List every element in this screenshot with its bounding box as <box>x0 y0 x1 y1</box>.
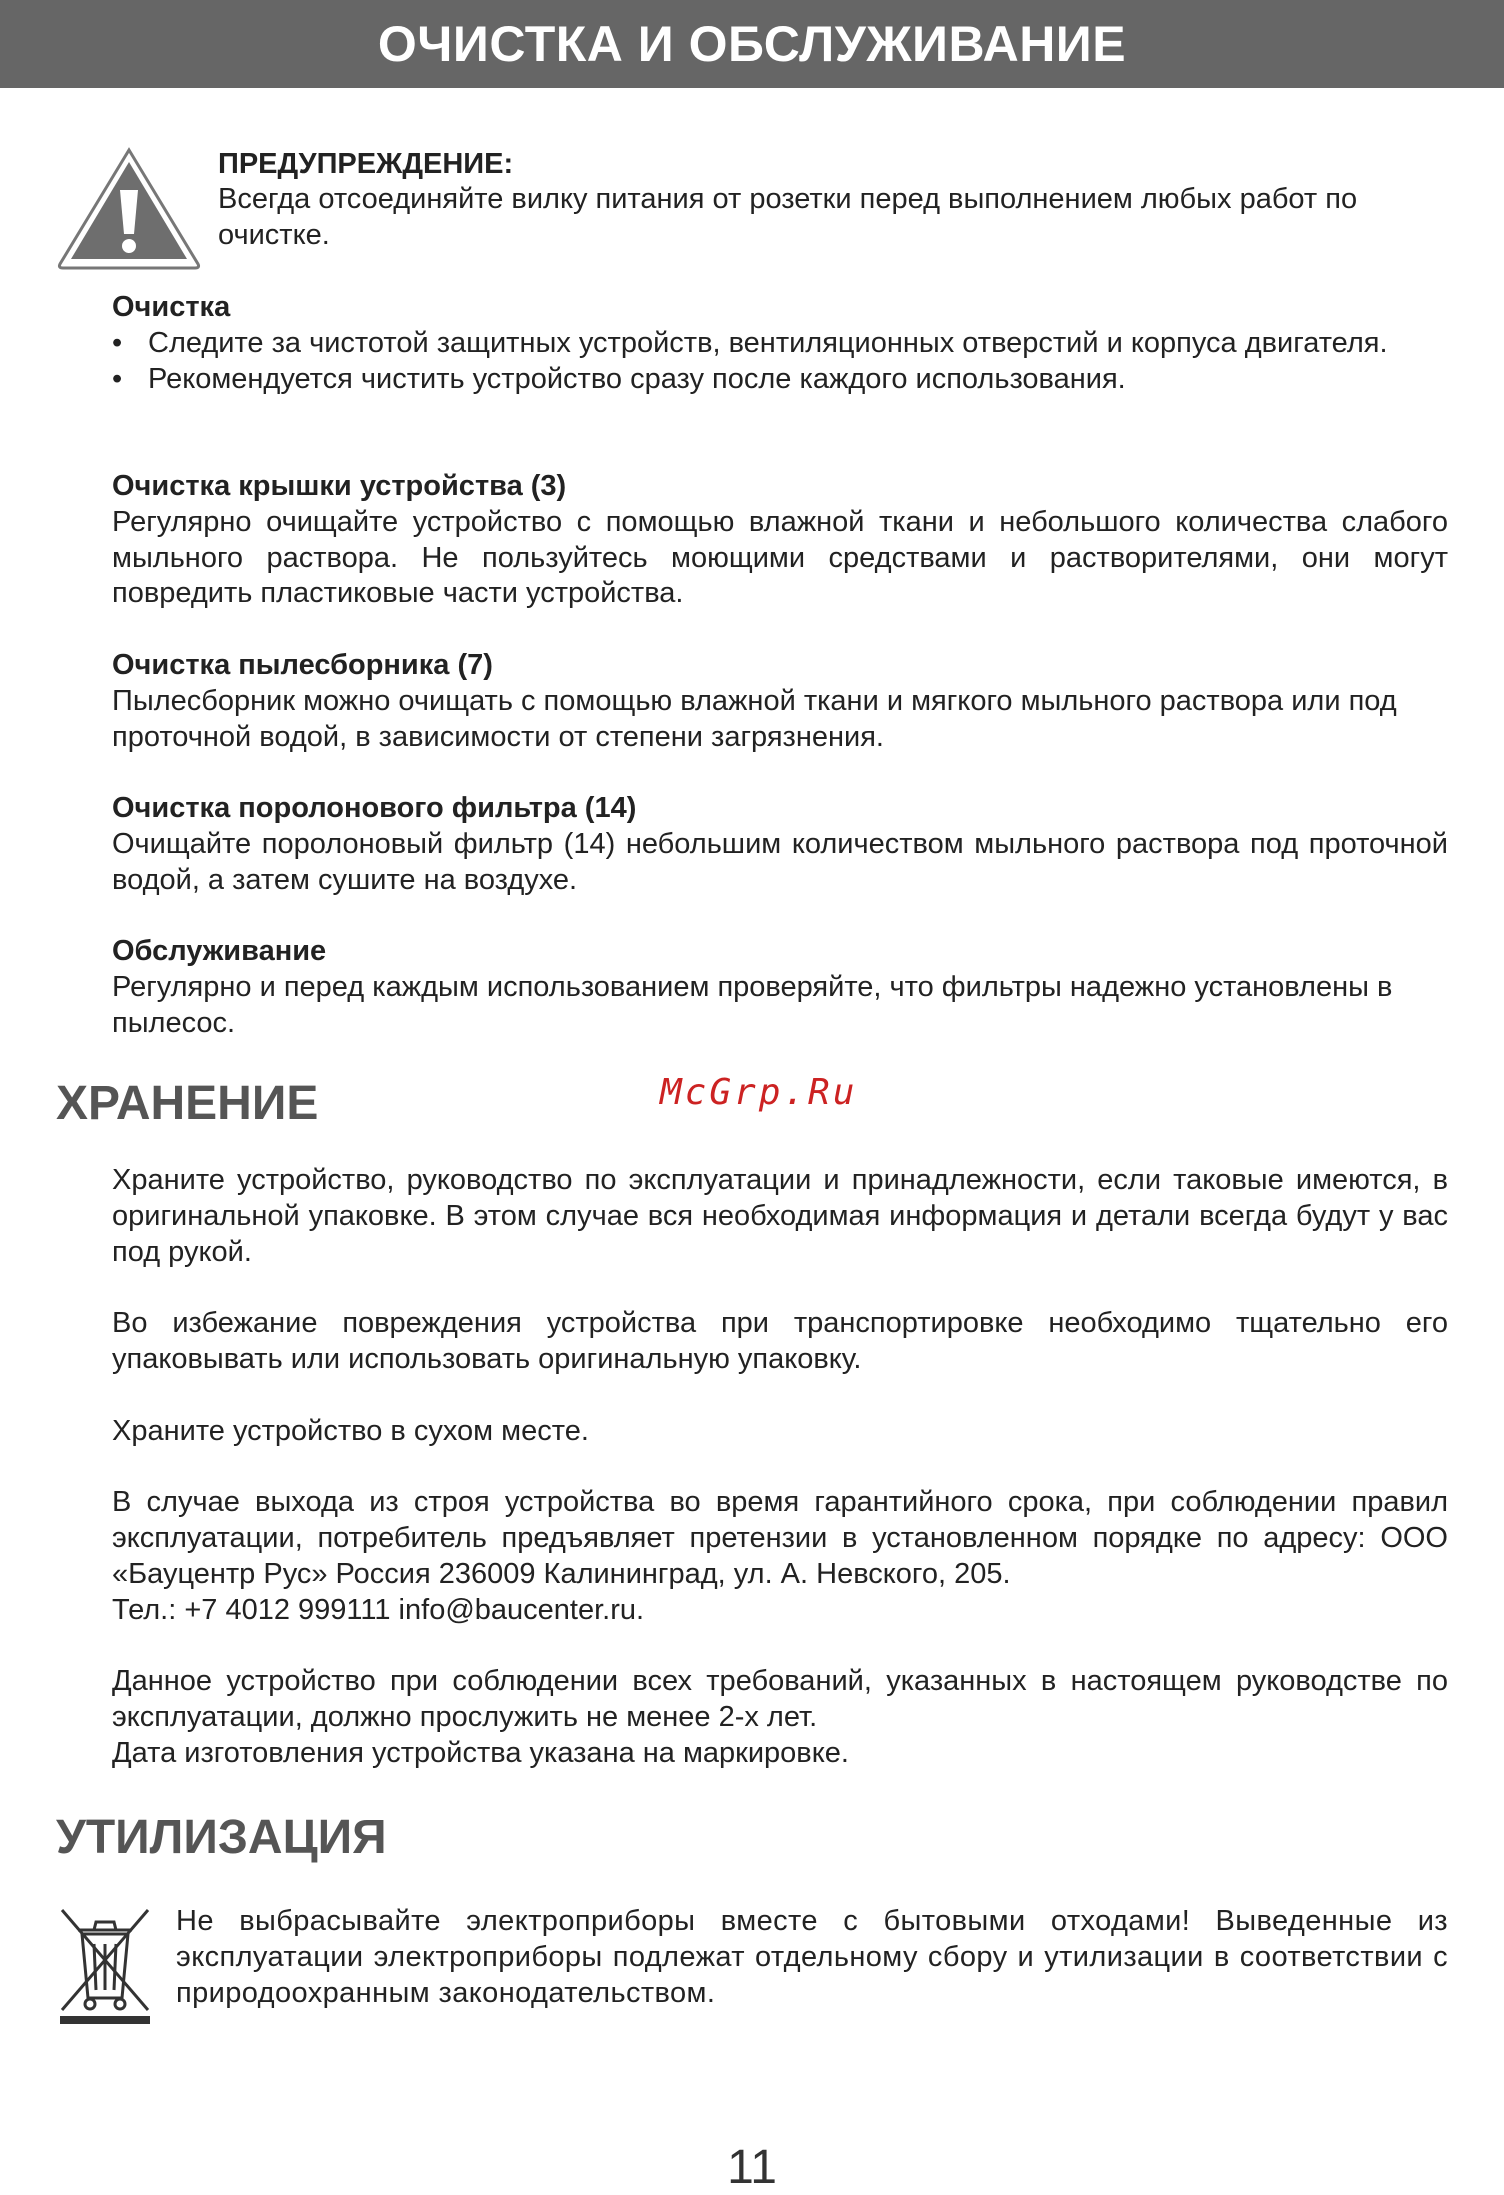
cleaning-section <box>112 290 1448 397</box>
bullet-mark: • <box>112 362 123 395</box>
storage-contacts: Тел.: +7 4012 999111 info@baucenter.ru. <box>112 1593 645 1626</box>
bullet-text: Рекомендуется чистить устройство сразу после каждого использования. <box>148 362 1126 395</box>
disposal-text: Не выбрасывайте электроприборы вместе с бытовыми отходами! Выведенные из эксплуатации электроприборы подлежат отдельному сбору и утилизации в соответствии с природоохранным законодательством. <box>176 1905 1448 2009</box>
foam-filter-section <box>112 791 1448 898</box>
storage-paragraph-4: В случае выхода из строя устройства во время гарантийного срока, при соблюдении правил эксплуатации, потребитель предъявляет претензии в установленном порядке по адресу: ООО «Бауцентр Рус» Россия 236009 Калининград, ул. А. Невского, 205. <box>112 1486 1448 1590</box>
bullet-mark: • <box>112 326 123 359</box>
cover-cleaning-text: Регулярно очищайте устройство с помощью влажной ткани и небольшого количества слабого мыльного раствора. Не пользуйтесь моющими средствами и растворителями, они могут повредить пластиковые части устройства. <box>112 505 1448 610</box>
foam-filter-text: Очищайте поролоновый фильтр (14) небольшим количеством мыльного раствора под проточной водой, а затем сушите на воздухе. <box>112 827 1448 896</box>
storage-title: ХРАНЕНИЕ <box>56 1077 319 1130</box>
storage-manufacture-date: Дата изготовления устройства указана на маркировке. <box>112 1736 849 1769</box>
maintenance-heading: Обслуживание <box>112 935 327 967</box>
warning-triangle-icon <box>56 146 202 270</box>
crossed-bin-icon <box>56 1902 154 2030</box>
maintenance-text: Регулярно и перед каждым использованием проверяйте, что фильтры надежно установлены в пылесос. <box>112 970 1393 1039</box>
storage-paragraph-1: Храните устройство, руководство по эксплуатации и принадлежности, если таковые имеются, в оригинальной упаковке. В этом случае вся необходимая информация и детали всегда будут у вас под рукой. <box>112 1164 1448 1268</box>
dust-container-section <box>112 648 1448 755</box>
warning-text: Всегда отсоединяйте вилку питания от розетки перед выполнением любых работ по очистке. <box>218 183 1358 251</box>
bullet-text: Следите за чистотой защитных устройств, вентиляционных отверстий и корпуса двигателя. <box>148 326 1388 359</box>
warning-heading: ПРЕДУПРЕЖДЕНИЕ: <box>218 148 514 180</box>
header-bar <box>0 0 1504 88</box>
maintenance-section <box>112 934 1448 1041</box>
dust-container-heading: Очистка пылесборника (7) <box>112 649 493 681</box>
foam-filter-heading: Очистка поролонового фильтра (14) <box>112 792 637 824</box>
dust-container-text: Пылесборник можно очищать с помощью влажной ткани и мягкого мыльного раствора или под проточной водой, в зависимости от степени загрязнения. <box>112 684 1397 753</box>
page-number: 11 <box>727 2141 777 2194</box>
storage-paragraph-5: Данное устройство при соблюдении всех требований, указанных в настоящем руководстве по эксплуатации, должно прослужить не менее 2-х лет. <box>112 1665 1448 1733</box>
list-item <box>112 326 1448 362</box>
watermark: McGrp.Ru <box>660 1072 858 1113</box>
cover-cleaning-heading: Очистка крышки устройства (3) <box>112 470 567 502</box>
warning-block <box>218 146 1448 254</box>
cleaning-heading: Очистка <box>112 291 231 323</box>
disposal-title: УТИЛИЗАЦИЯ <box>56 1811 387 1864</box>
disposal-section <box>176 1904 1448 2011</box>
storage-paragraph-3: Храните устройство в сухом месте. <box>112 1414 589 1447</box>
page-title: ОЧИСТКА И ОБСЛУЖИВАНИЕ <box>377 16 1127 72</box>
cover-cleaning-section <box>112 469 1448 612</box>
storage-paragraph-2: Во избежание повреждения устройства при транспортировке необходимо тщательно его упаковывать или использовать оригинальную упаковку. <box>112 1307 1448 1375</box>
list-item <box>112 362 1448 398</box>
storage-section <box>112 1163 1448 1772</box>
